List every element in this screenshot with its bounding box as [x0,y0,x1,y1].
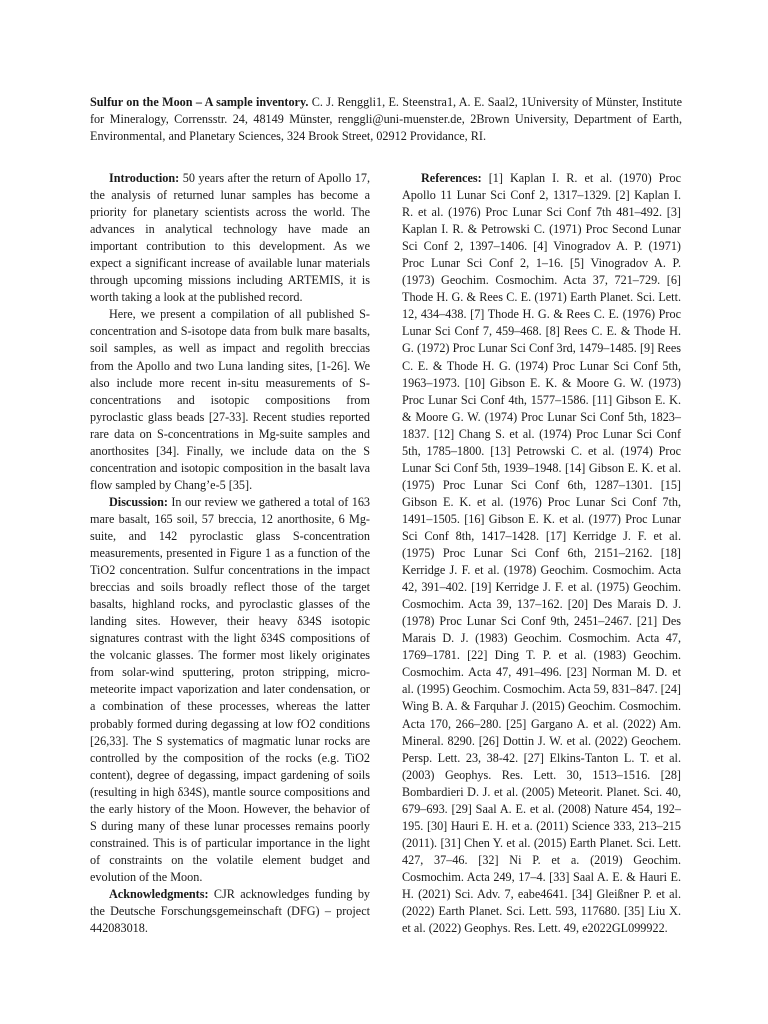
discussion-text: In our review we gathered a total of 163 mare basalt, 165 soil, 57 breccia, 12 anorthosite, 6 Mg-suite, and 142 pyroclastic glass S-concentration measurements, presented in Figure 1 as a function of the TiO2 concentration. Sulfur concentrations in the impact breccias and soils broadly reflect those of the target basalts, highland rocks, and pyroclastic glasses of the landing sites. However, their heavy δ34S isotopic signatures contrast with the light δ34S compositions of the volcanic glasses. The former most likely originates from solar-wind sputtering, proton stripping, micro-meteorite impact vaporization and later condensation, or a combination of these processes, whereas the latter probably formed during degassing at low fO2 conditions [26,33]. The S systematics of magmatic lunar rocks are controlled by the composition of the rocks (e.g. TiO2 content), degree of degassing, impact gardening of soils (resulting in high δ34S), mantle source compositions and the early history of the Moon. However, the behavior of S during many of these lunar processes remains poorly constrained. This is of particular importance in the light of constraints on the volatile element budget and evolution of the Moon. [90,494,371,884]
author-affiliations: C. J. Renggli1, E. Steenstra1, A. E. Saal2, 1University of Münster, Institute for Mineralogy, Corrensstr. 24, 48149 Münster, renggli@uni-muenster.de, 2Brown University, Department of Earth, Environmental, and Planetary Sciences, 324 Brook Street, 02912 Providance, RI. [90,95,682,144]
right-column [402,170,681,937]
introduction-heading: Introduction: [109,171,180,185]
references-heading: References: [421,171,482,185]
acknowledgments-text: CJR acknowledges funding by the Deutsche Forschungsgemeinschaft (DFG) – project 442083018. [90,886,371,936]
paper-header [90,94,682,146]
introduction-text: 50 years after the return of Apollo 17, the analysis of returned lunar samples has become a priority for planetary scientists across the world. The advances in analytical technology have made an important contribution to this development. As we expect a significant increase of available lunar materials through upcoming missions including ARTEMIS, it is worth taking a look at the published record. [90,171,371,305]
acknowledgments-heading: Acknowledgments: [109,886,209,901]
left-column [90,170,370,937]
introduction-paragraph [90,170,370,306]
acknowledgments-paragraph [90,886,370,937]
discussion-paragraph [90,494,370,886]
references-paragraph [402,170,681,937]
paper-title: Sulfur on the Moon – A sample inventory. [90,95,309,109]
compilation-paragraph: Here, we present a compilation of all published S-concentration and S-isotope data from bulk mare basalts, soil samples, as well as impact and regolith breccias from the Apollo and two Luna landing sites, [1-26]. We also include more recent in-situ measurements of S-concentrations and isotopic compositions from pyroclastic glass beads [27-33]. Recent studies reported rare data on S-concentrations in Mg-suite samples and anorthosites [34]. Finally, we include data on the S concentration and isotopic composition in the basalt lava flow sampled by Chang’e-5 [35]. [90,307,370,492]
discussion-heading: Discussion: [109,494,168,509]
references-list: [1] Kaplan I. R. et al. (1970) Proc Apollo 11 Lunar Sci Conf 2, 1317–1329. [2] Kaplan I. R. et al. (1976) Proc Lunar Sci Conf 7th 481–492. [3] Kaplan I. R. & Petrowski C. (1971) Proc Second Lunar Sci Conf 2, 1397–1406. [4] Vinogradov A. P. (1971) Proc Lunar Sci Conf 2, 1–16. [5] Vinogradov A. P. (1973) Geochim. Cosmochim. Acta 37, 721–729. [6] Thode H. G. & Rees C. E. (1971) Earth Planet. Sci. Lett. 12, 434–438. [7] Thode H. G. & Rees C. E. (1976) Proc Lunar Sci Conf 7, 459–468. [8] Rees C. E. & Thode H. G. (1972) Proc Lunar Sci Conf 3rd, 1479–1485. [9] Rees C. E. & Thode H. G. (1974) Proc Lunar Sci Conf 5th, 1963–1973. [10] Gibson E. K. & Moore G. W. (1973) Proc Lunar Sci Conf 4th, 1577–1586. [11] Gibson E. K. & Moore G. W. (1974) Proc Lunar Sci Conf 5th, 1823–1837. [12] Chang S. et al. (1974) Proc Lunar Sci Conf 5th, 1785–1800. [13] Petrowski C. et al. (1974) Proc Lunar Sci Conf 5th, 1939–1948. [14] Gibson E. K. et al. (1975) Proc Lunar Sci Conf 6th, 1287–1301. [15] Gibson E. K. et al. (1976) Proc Lunar Sci Conf 7th, 1491–1505. [16] Gibson E. K. et al. (1977) Proc Lunar Sci Conf 8th, 1417–1428. [17] Kerridge J. F. et al. (1975) Proc Lunar Sci Conf 6th, 2151–2162. [18] Kerridge J. F. et al. (1978) Geochim. Cosmochim. Acta 42, 391–402. [19] Kerridge J. F. et al. (1975) Geochim. Cosmochim. Acta 39, 137–162. [20] Des Marais D. J. (1978) Proc Lunar Sci Conf 9th, 2451–2467. [21] Des Marais D. J. (1983) Geochim. Cosmochim. Acta 47, 1769–1781. [22] Ding T. P. et al. (1983) Geochim. Cosmochim. Acta 47, 491–496. [23] Norman M. D. et al. (1995) Geochim. Cosmochim. Acta 59, 831–847. [24] Wing B. A. & Farquhar J. (2015) Geochim. Cosmochim. Acta 170, 266–280. [25] Gargano A. et al. (2022) Am. Mineral. 8290. [26] Dottin J. W. et al. (2022) Geochem. Persp. Lett. 23, 38-42. [27] Elkins-Tanton L. T. et al. (2003) Geophys. Res. Lett. 30, 1513–1516. [28] Bombardieri D. J. et al. (2005) Meteorit. Planet. Sci. 40, 679–693. [29] Saal A. E. et al. (2008) Nature 454, 192–195. [30] Hauri E. H. et a. (2011) Science 333, 213–215 (2011). [31] Chen Y. et al. (2015) Earth Planet. Sci. Lett. 427, 37–46. [32] Ni P. et a. (2019) Geochim. Cosmochim. Acta 249, 17–4. [33] Saal A. E. & Hauri E. H. (2021) Sci. Adv. 7, eabe4641. [34] Gleißner P. et al. (2022) Earth Planet. Sci. Lett. 593, 117680. [35] Liu X. et al. (2022) Geophys. Res. Lett. 49, e2022GL099922. [402,171,682,936]
